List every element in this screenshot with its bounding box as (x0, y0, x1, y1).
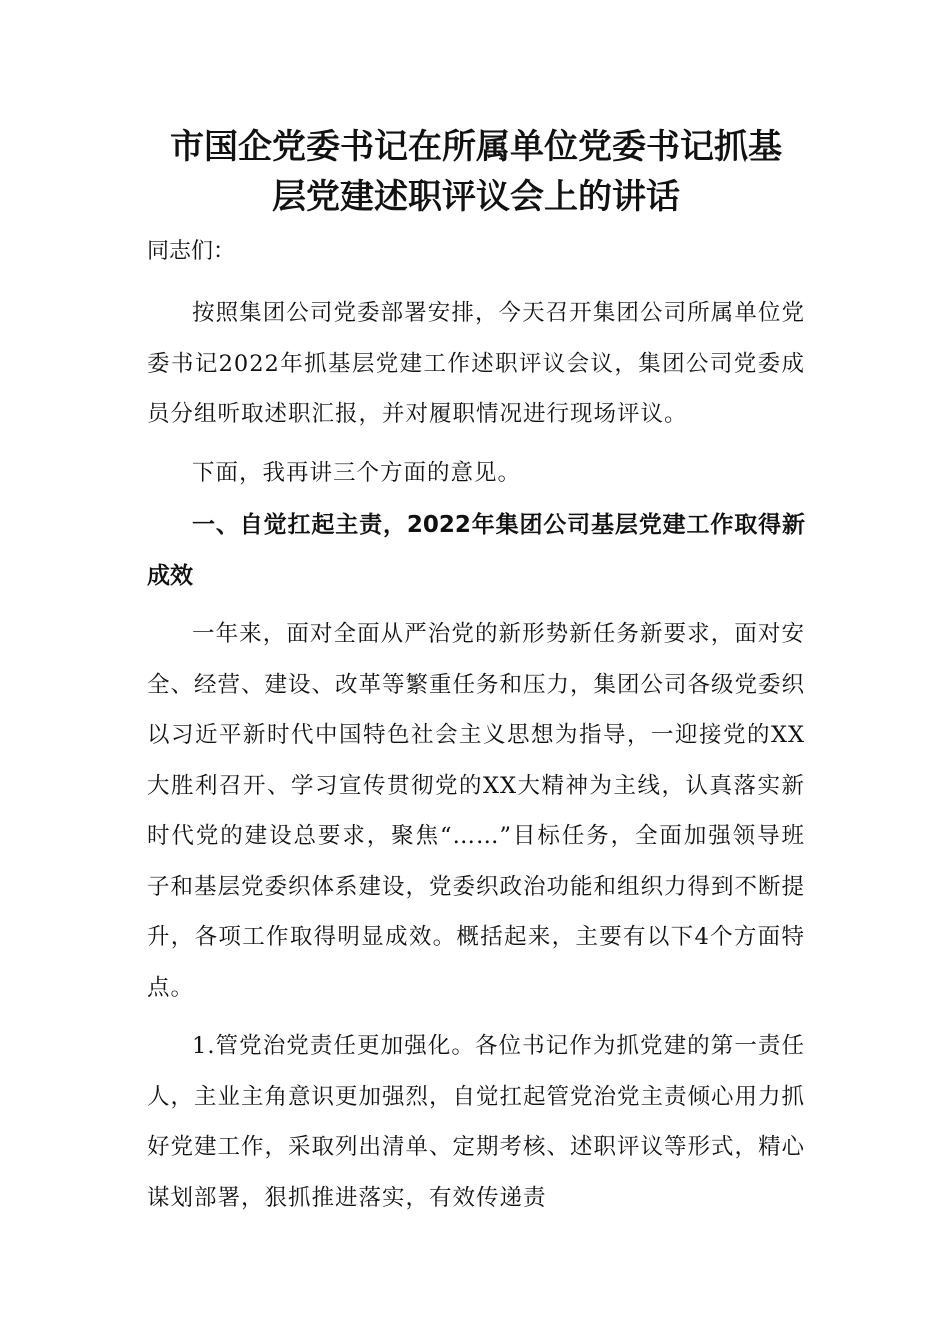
title-line-2: 层党建述职评议会上的讲话 (272, 177, 680, 217)
paragraph-body-2: 1.管党治党责任更加强化。各位书记作为抓党建的第一责任人，主业主角意识更加强烈，自觉扛起管党治党主责倾心用力抓好党建工作，采取列出清单、定期考核、述职评议等形式，精心谋划部署，狠抓推进落实，有效传递责 (147, 1033, 806, 1211)
salutation: 同志们： (147, 239, 236, 264)
paragraph-body-1: 一年来，面对全面从严治党的新形势新任务新要求，面对安全、经营、建设、改革等繁重任务和压力，集团公司各级党委织以习近平新时代中国特色社会主义思想为指导，一迎接党的XX大胜利召开、学习宣传贯彻党的XX大精神为主线，认真落实新时代党的建设总要求，聚焦“……”目标任务，全面加强领导班子和基层党委织体系建设，党委织政治功能和组织力得到不断提升，各项工作取得明显成效。概括起来，主要有以下4个方面特点。 (147, 621, 806, 1001)
title-line-1: 市国企党委书记在所属单位党委书记抓基 (170, 127, 782, 167)
document-title (147, 122, 805, 222)
paragraph-transition: 下面，我再讲三个方面的意见。 (192, 459, 522, 486)
document-page (147, 122, 805, 1223)
paragraph-intro: 按照集团公司党委部署安排，今天召开集团公司所属单位党委书记2022年抓基层党建工作述职评议会议，集团公司党委成员分组听取述职汇报，并对履职情况进行现场评议。 (147, 300, 805, 427)
section-heading: 一、自觉扛起主责，2022年集团公司基层党建工作取得新成效 (147, 512, 805, 589)
